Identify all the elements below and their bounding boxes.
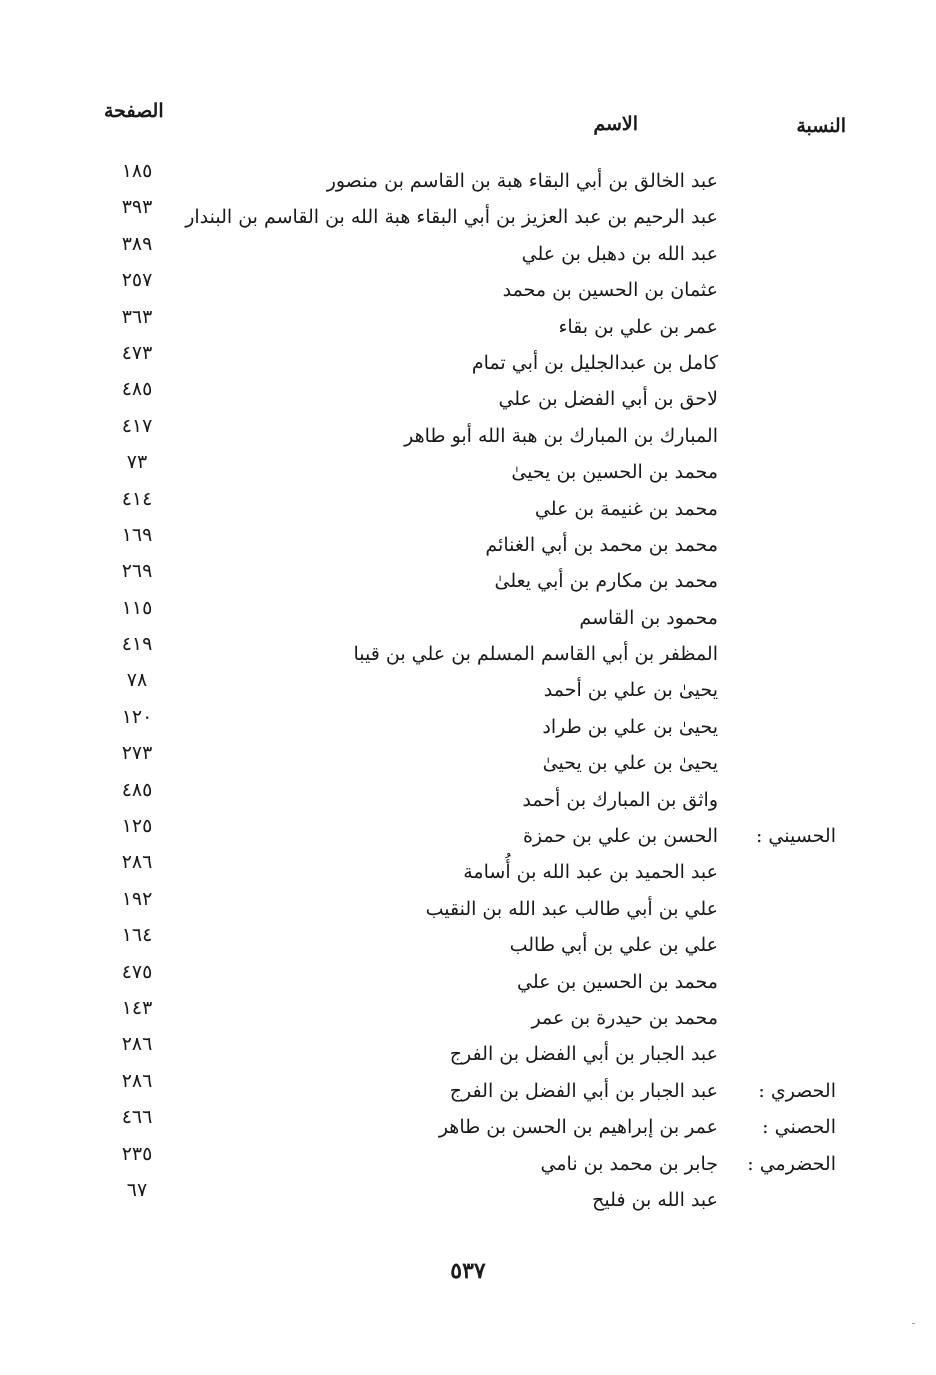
entry-page-number: ١٦٩ <box>121 523 153 546</box>
entry-page-number: ٤١٤ <box>121 487 153 510</box>
entry-page-number: ٣٩٣ <box>121 196 153 219</box>
entry-name: محمد بن الحسين بن يحيىٰ <box>511 461 718 484</box>
entry-page-number: ٧٣ <box>126 451 148 474</box>
entry-name: علي بن أبي طالب عبد الله بن النقيب <box>425 897 718 920</box>
scan-speck <box>912 1323 915 1324</box>
index-entry-row <box>0 269 936 305</box>
entry-name: يحيىٰ بن علي بن يحيىٰ <box>542 752 718 775</box>
index-entry-row <box>0 997 936 1033</box>
entry-name: يحيىٰ بن علي بن طراد <box>542 715 718 738</box>
entry-name: الحسن بن علي بن حمزة <box>522 825 718 848</box>
entry-page-number: ١٤٣ <box>121 996 153 1019</box>
entry-page-number: ١٢٥ <box>121 815 153 838</box>
entry-page-number: ٢٦٩ <box>121 560 153 583</box>
entry-page-number: ٣٨٩ <box>121 232 153 255</box>
entry-page-number: ٤٨٥ <box>121 378 153 401</box>
entry-name: عبد الله بن فليح <box>592 1188 718 1211</box>
entry-name: محمد بن الحسين بن علي <box>516 970 718 993</box>
entry-page-number: ١٢٠ <box>121 705 153 728</box>
entry-page-number: ٤١٧ <box>121 414 153 437</box>
entry-page-number: ١٦٤ <box>121 924 153 947</box>
entry-nisba: الحضرمي : <box>747 1152 836 1175</box>
index-entry-row <box>0 1070 936 1106</box>
index-entry-row <box>0 815 936 851</box>
entry-name: واثق بن المبارك بن أحمد <box>522 788 718 811</box>
column-header-page: الصفحة <box>104 100 164 122</box>
entry-name: عبد الله بن دهبل بن علي <box>521 242 718 265</box>
index-entry-row <box>0 779 936 815</box>
entry-page-number: ٢٣٥ <box>121 1142 153 1165</box>
entry-nisba: الحصري : <box>758 1079 836 1102</box>
entry-page-number: ٣٦٣ <box>121 305 153 328</box>
entry-name: المبارك بن المبارك بن هبة الله أبو طاهر <box>404 424 718 447</box>
index-entry-row <box>0 597 936 633</box>
entry-name: كامل بن عبدالجليل بن أبي تمام <box>471 351 718 374</box>
entry-nisba: الحصني : <box>762 1116 836 1139</box>
entry-name: عمر بن علي بن بقاء <box>558 315 718 338</box>
page-number: ٥٣٧ <box>450 1258 486 1284</box>
index-entry-row <box>0 633 936 669</box>
entry-name: عبد الخالق بن أبي البقاء هبة بن القاسم بن منصور <box>326 170 718 192</box>
index-entry-row <box>0 451 936 487</box>
entry-name: المظفر بن أبي القاسم المسلم بن علي بن قيبا <box>353 643 718 666</box>
entry-page-number: ٦٧ <box>126 1178 148 1201</box>
index-entry-row <box>0 342 936 378</box>
entry-nisba: الحسيني : <box>755 825 836 848</box>
entry-name: علي بن علي بن أبي طالب <box>509 934 718 957</box>
index-entry-row <box>0 415 936 451</box>
entry-name: عبد الرحيم بن عبد العزيز بن أبي البقاء هبة الله بن القاسم بن البندار <box>185 206 718 229</box>
index-entry-row <box>0 851 936 887</box>
index-entry-row <box>0 742 936 778</box>
entry-page-number: ٢٨٦ <box>121 1033 153 1056</box>
entry-name: محمود بن القاسم <box>579 606 718 629</box>
entry-name: عمر بن إبراهيم بن الحسن بن طاهر <box>438 1116 718 1139</box>
index-entry-row <box>0 233 936 269</box>
entry-page-number: ٧٨ <box>126 669 148 692</box>
entry-page-number: ٢٨٦ <box>121 1069 153 1092</box>
index-entry-row <box>0 1143 936 1179</box>
index-entry-row <box>0 524 936 560</box>
index-entry-row <box>0 1033 936 1069</box>
entry-page-number: ٢٨٦ <box>121 851 153 874</box>
entry-page-number: ٤١٩ <box>121 633 153 656</box>
index-entry-row <box>0 888 936 924</box>
entry-page-number: ١١٥ <box>121 596 153 619</box>
entry-page-number: ٤٨٥ <box>121 778 153 801</box>
index-entry-row <box>0 961 936 997</box>
entry-name: محمد بن مكارم بن أبي يعلىٰ <box>494 570 718 593</box>
entry-page-number: ١٨٥ <box>121 160 153 182</box>
entry-name: عبد الجبار بن أبي الفضل بن الفرج <box>449 1079 718 1102</box>
index-entry-row <box>0 560 936 596</box>
index-entries <box>0 160 936 1215</box>
index-entry-row <box>0 1106 936 1142</box>
entry-name: محمد بن محمد بن أبي الغنائم <box>485 533 718 556</box>
entry-page-number: ٢٥٧ <box>121 269 153 292</box>
entry-name: محمد بن غنيمة بن علي <box>534 497 718 520</box>
column-header-name: الاسم <box>593 113 638 135</box>
entry-page-number: ٢٧٣ <box>121 742 153 765</box>
index-entry-row <box>0 1179 936 1215</box>
index-entry-row <box>0 669 936 705</box>
entry-page-number: ٤٦٦ <box>121 1106 153 1129</box>
entry-name: عثمان بن الحسين بن محمد <box>502 279 718 302</box>
column-header-nisba: النسبة <box>796 115 846 137</box>
index-entry-row <box>0 488 936 524</box>
index-entry-row <box>0 160 936 196</box>
index-entry-row <box>0 306 936 342</box>
index-entry-row <box>0 196 936 232</box>
entry-page-number: ٤٧٣ <box>121 341 153 364</box>
entry-name: يحيىٰ بن علي بن أحمد <box>543 679 718 702</box>
entry-name: عبد الحميد بن عبد الله بن أُسامة <box>463 861 718 884</box>
entry-name: جابر بن محمد بن نامي <box>540 1152 718 1175</box>
entry-name: لاحق بن أبي الفضل بن علي <box>498 388 718 411</box>
entry-page-number: ٤٧٥ <box>121 960 153 983</box>
entry-page-number: ١٩٢ <box>121 887 153 910</box>
index-entry-row <box>0 924 936 960</box>
entry-name: عبد الجبار بن أبي الفضل بن الفرج <box>449 1043 718 1066</box>
entry-name: محمد بن حيدرة بن عمر <box>531 1006 718 1029</box>
index-entry-row <box>0 706 936 742</box>
index-entry-row <box>0 378 936 414</box>
